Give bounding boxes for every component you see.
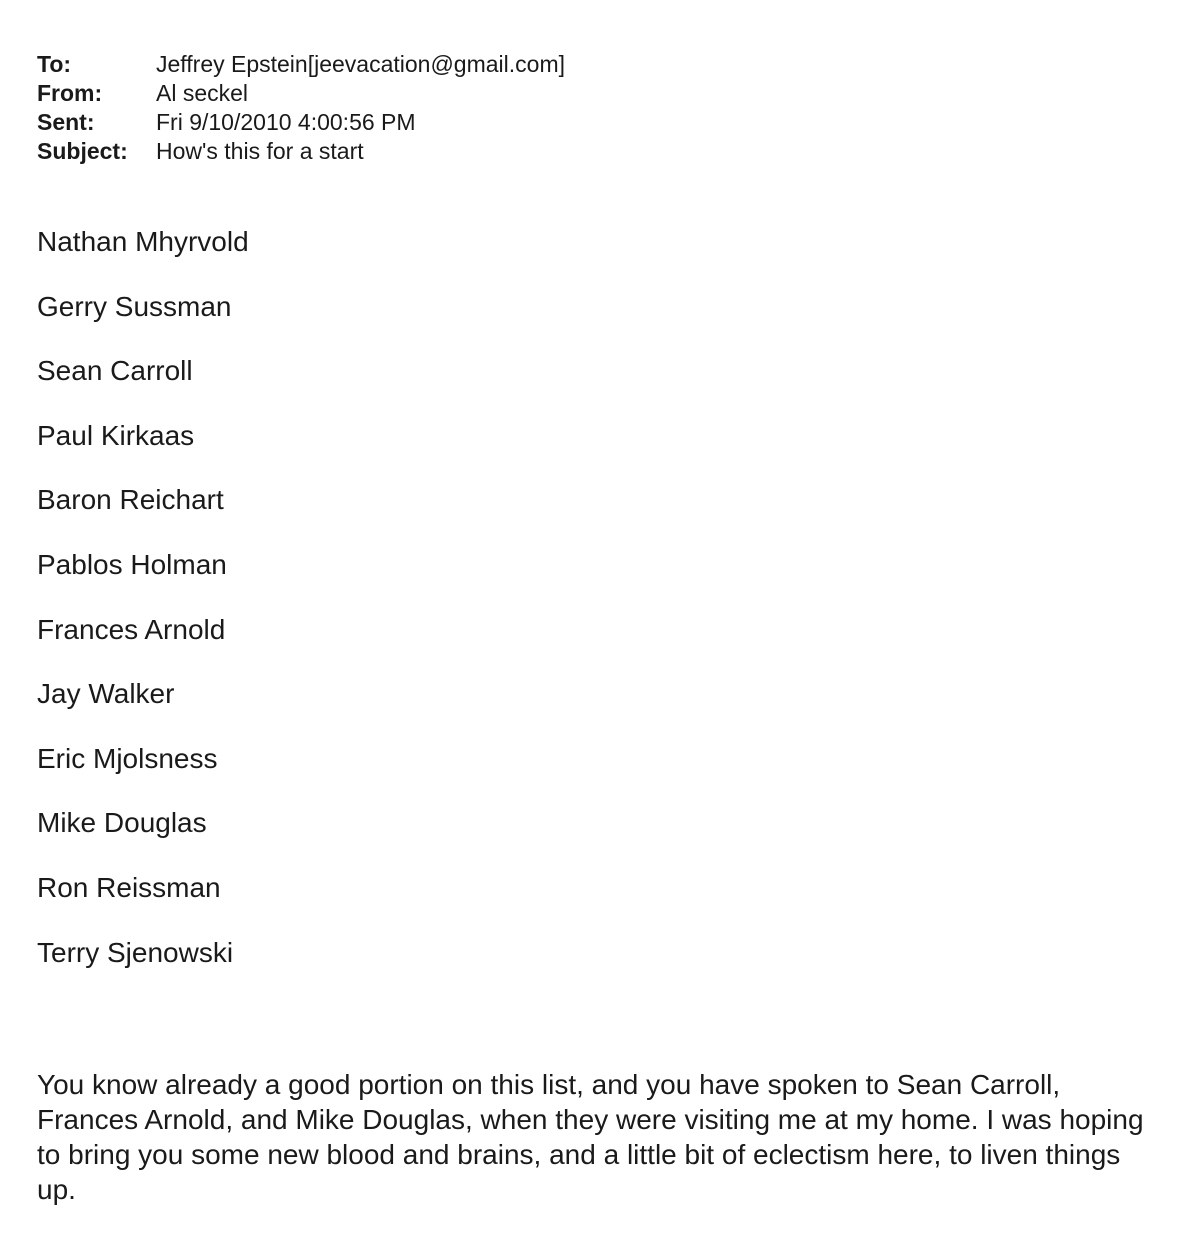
name-item: Mike Douglas (37, 807, 207, 839)
name-item: Baron Reichart (37, 484, 224, 516)
name-item: Nathan Mhyrvold (37, 226, 249, 257)
subject-label: Subject: (37, 138, 128, 164)
name-item: Terry Sjenowski (37, 936, 234, 968)
to-row (37, 50, 565, 79)
name-item: Pablos Holman (37, 548, 227, 580)
name-item: Paul Kirkaas (37, 419, 195, 451)
name-item: Eric Mjolsness (37, 742, 218, 774)
name-item: Jay Walker (37, 678, 175, 710)
name-item: Gerry Sussman (37, 290, 232, 322)
from-label: From: (37, 80, 103, 106)
to-value: Jeffrey Epstein[jeevacation@gmail.com] (156, 51, 566, 77)
subject-value: How's this for a start (156, 138, 364, 164)
sent-row (37, 108, 565, 137)
sent-label: Sent: (37, 109, 95, 135)
sent-value: Fri 9/10/2010 4:00:56 PM (156, 109, 416, 135)
from-value: Al seckel (156, 80, 249, 106)
name-item: Frances Arnold (37, 613, 226, 645)
email-body: You know already a good portion on this list, and you have spoken to Sean Carroll, Frances Arnold, and Mike Douglas, when they were visiting me at my home. I was hoping to bring you some new blood and brains, and a little bit of eclectism here, to liven things up. (37, 1069, 1144, 1205)
email-header (37, 50, 565, 166)
name-item: Sean Carroll (37, 355, 193, 387)
to-label: To: (37, 51, 72, 77)
name-item: Ron Reissman (37, 871, 221, 903)
name-list (37, 224, 249, 999)
from-row (37, 79, 565, 108)
subject-row (37, 137, 565, 166)
